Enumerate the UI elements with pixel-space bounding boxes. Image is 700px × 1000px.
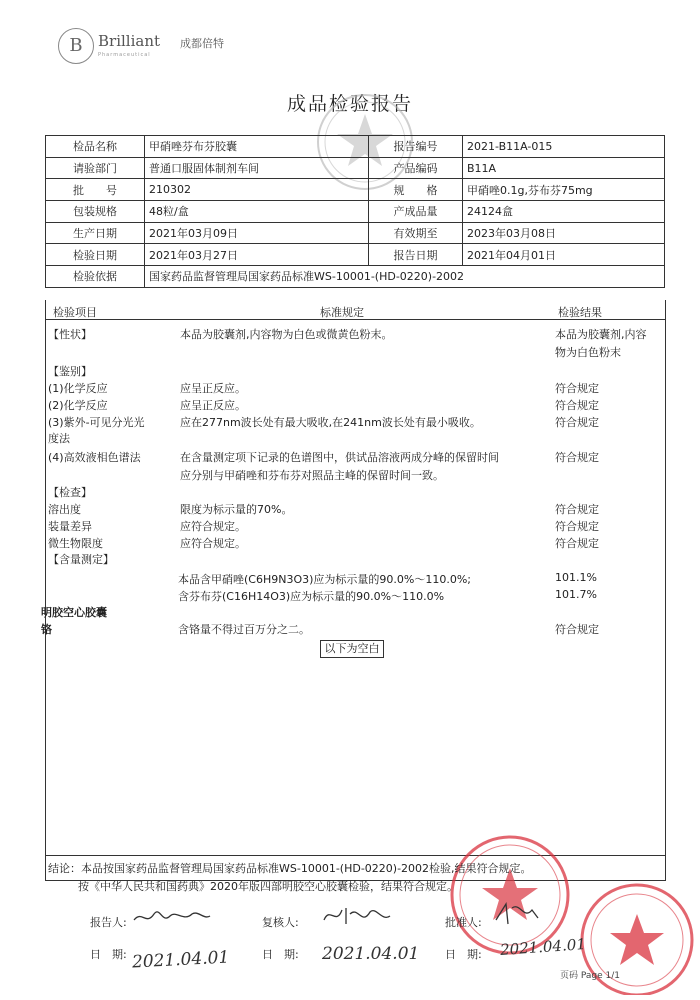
value-batch-no: 210302: [145, 179, 369, 201]
id-std-1: 应呈正反应。: [180, 382, 246, 395]
reporter-signature-icon: [132, 906, 212, 932]
insp-item-3: 微生物限度: [48, 537, 103, 550]
label-package: 包装规格: [46, 201, 145, 223]
chromium-item: 铬: [41, 623, 52, 636]
insp-res-1: 符合规定: [555, 503, 599, 516]
approver-date-label: 日 期:: [445, 948, 482, 961]
id-res-1: 符合规定: [555, 382, 599, 395]
approver-date: 2021.04.01: [499, 935, 587, 959]
assay-std-2: 含芬布芬(C16H14O3)应为标示量的90.0%～110.0%: [178, 590, 445, 603]
value-report-no: 2021-B11A-015: [463, 136, 665, 158]
assay-res-2: 101.7%: [555, 588, 597, 601]
report-title: 成品检验报告: [286, 93, 413, 115]
reviewer-signature-icon: [322, 904, 392, 932]
id-item-3a: (3)紫外-可见分光光: [48, 416, 145, 429]
table-row: [46, 136, 665, 158]
id-item-1: (1)化学反应: [48, 382, 108, 395]
chromium-std: 含铬量不得过百万分之二。: [178, 623, 310, 636]
value-test-date: 2021年03月27日: [145, 244, 369, 266]
label-product-name: 检品名称: [46, 136, 145, 158]
id-item-3b: 度法: [48, 432, 70, 445]
id-item-4: (4)高效液相色谱法: [48, 451, 141, 464]
label-department: 请验部门: [46, 157, 145, 179]
section-inspection: 【检查】: [48, 486, 92, 499]
insp-item-1: 溶出度: [48, 503, 81, 516]
label-basis: 检验依据: [46, 266, 145, 288]
capsule-section: 明胶空心胶囊: [41, 606, 107, 619]
id-res-4: 符合规定: [555, 451, 599, 464]
label-specification: 规 格: [369, 179, 463, 201]
value-product-code: B11A: [463, 157, 665, 179]
table-row: [46, 266, 665, 288]
company-logo: [58, 28, 248, 68]
reviewer-date-label: 日 期:: [262, 948, 299, 961]
insp-item-2: 装量差异: [48, 520, 92, 533]
id-std-4-line2: 应分别与甲硝唑和芬布芬对照品主峰的保留时间一致。: [180, 469, 444, 482]
id-res-2: 符合规定: [555, 399, 599, 412]
value-product-name: 甲硝唑芬布芬胶囊: [145, 136, 369, 158]
value-specification: 甲硝唑0.1g,芬布芬75mg: [463, 179, 665, 201]
table-row: [46, 179, 665, 201]
insp-std-3: 应符合规定。: [180, 537, 246, 550]
id-item-2: (2)化学反应: [48, 399, 108, 412]
id-std-4-line1: 在含量测定项下记录的色谱图中，供试品溶液两成分峰的保留时间: [180, 451, 499, 464]
value-department: 普通口服固体制剂车间: [145, 157, 369, 179]
reporter-label: 报告人:: [90, 916, 127, 929]
value-report-date: 2021年04月01日: [463, 244, 665, 266]
label-quantity: 产成品量: [369, 201, 463, 223]
label-report-date: 报告日期: [369, 244, 463, 266]
table-row: [46, 157, 665, 179]
label-expiry-date: 有效期至: [369, 222, 463, 244]
value-quantity: 24124盒: [463, 201, 665, 223]
chromium-res: 符合规定: [555, 623, 599, 636]
reviewer-date: 2021.04.01: [322, 944, 420, 964]
table-row: [46, 222, 665, 244]
insp-std-2: 应符合规定。: [180, 520, 246, 533]
info-table: [45, 135, 665, 288]
label-report-no: 报告编号: [369, 136, 463, 158]
section-appearance: 【性状】: [48, 328, 92, 341]
col-header-result: 检验结果: [558, 306, 602, 319]
appearance-result-line1: 本品为胶囊剂,内容: [555, 328, 647, 341]
section-assay: 【含量测定】: [48, 553, 114, 566]
logo-subtitle: Pharmaceutical: [98, 52, 151, 58]
insp-std-1: 限度为标示量的70%。: [180, 503, 293, 516]
value-basis: 国家药品监督管理局国家药品标准WS-10001-(HD-0220)-2002: [145, 266, 665, 288]
conclusion-line1: 结论：本品按国家药品监督管理局国家药品标准WS-10001-(HD-0220)-2002检验,结果符合规定。: [48, 862, 532, 875]
label-test-date: 检验日期: [46, 244, 145, 266]
assay-std-1: 本品含甲硝唑(C6H9N3O3)应为标示量的90.0%～110.0%;: [178, 573, 472, 586]
id-std-3: 应在277nm波长处有最大吸收,在241nm波长处有最小吸收。: [180, 416, 481, 429]
value-production-date: 2021年03月09日: [145, 222, 369, 244]
appearance-result-line2: 物为白色粉末: [555, 346, 621, 359]
col-header-item: 检验项目: [53, 306, 97, 319]
id-std-2: 应呈正反应。: [180, 399, 246, 412]
table-row: [46, 201, 665, 223]
value-expiry-date: 2023年03月08日: [463, 222, 665, 244]
insp-res-3: 符合规定: [555, 537, 599, 550]
label-batch-no: 批 号: [46, 179, 145, 201]
value-package: 48粒/盒: [145, 201, 369, 223]
blank-below-notice: 以下为空白: [320, 640, 384, 658]
page-number: 页码 Page 1/1: [560, 971, 620, 981]
reporter-date-label: 日 期:: [90, 948, 127, 961]
reviewer-label: 复核人:: [262, 916, 299, 929]
appearance-standard: 本品为胶囊剂,内容物为白色或微黄色粉末。: [180, 328, 393, 341]
logo-mark-icon: B: [58, 28, 94, 64]
conclusion-line2: 按《中华人民共和国药典》2020年版四部明胶空心胶囊检验，结果符合规定。: [78, 880, 458, 893]
reporter-date: 2021.04.01: [131, 947, 230, 973]
col-header-standard: 标准规定: [320, 306, 364, 319]
label-product-code: 产品编码: [369, 157, 463, 179]
label-production-date: 生产日期: [46, 222, 145, 244]
approver-label: 批准人:: [445, 916, 482, 929]
approver-signature-icon: [492, 900, 542, 932]
id-res-3: 符合规定: [555, 416, 599, 429]
section-identification: 【鉴别】: [48, 365, 92, 378]
assay-res-1: 101.1%: [555, 571, 597, 584]
table-row: [46, 244, 665, 266]
insp-res-2: 符合规定: [555, 520, 599, 533]
logo-chinese: 成都倍特: [180, 37, 224, 50]
logo-english: Brilliant: [98, 32, 161, 50]
